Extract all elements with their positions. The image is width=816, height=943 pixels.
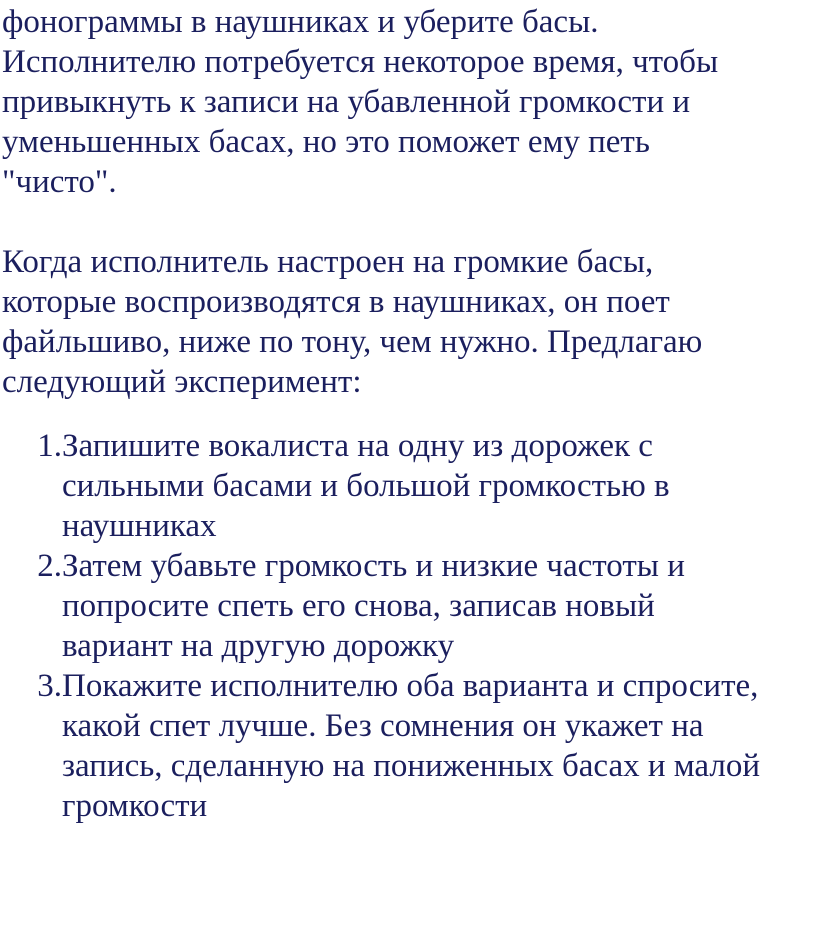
text-line: Покажите исполнителю оба варианта и спросите, bbox=[62, 668, 759, 704]
document-page bbox=[2, 0, 812, 826]
numbered-list bbox=[2, 426, 812, 826]
text-line: "чисто". bbox=[2, 164, 117, 200]
text-line: привыкнуть к записи на убавленной громкости и bbox=[2, 84, 691, 120]
text-line: какой спет лучше. Без сомнения он укажет на bbox=[62, 708, 704, 744]
list-item-text bbox=[62, 546, 812, 666]
text-line: Запишите вокалиста на одну из дорожек с bbox=[62, 428, 653, 464]
text-line: вариант на другую дорожку bbox=[62, 628, 455, 664]
list-marker: 1. bbox=[37, 428, 62, 464]
list-marker: 2. bbox=[37, 548, 62, 584]
list-item-text bbox=[62, 426, 812, 546]
text-line: запись, сделанную на пониженных басах и малой bbox=[62, 748, 760, 784]
paragraph-experiment-intro bbox=[2, 242, 812, 402]
list-item-text bbox=[62, 666, 812, 826]
text-line: попросите спеть его снова, записав новый bbox=[62, 588, 655, 624]
text-line: Когда исполнитель настроен на громкие басы, bbox=[2, 244, 654, 280]
paragraph-intro bbox=[2, 2, 812, 202]
text-line: которые воспроизводятся в наушниках, он поет bbox=[2, 284, 670, 320]
list-item-2 bbox=[2, 546, 812, 666]
text-line: файльшиво, ниже по тону, чем нужно. Предлагаю bbox=[2, 324, 703, 360]
text-line: фонограммы в наушниках и уберите басы. bbox=[2, 4, 599, 40]
text-line: сильными басами и большой громкостью в bbox=[62, 468, 670, 504]
list-marker: 3. bbox=[37, 668, 62, 704]
text-line: Затем убавьте громкость и низкие частоты и bbox=[62, 548, 685, 584]
list-item-3 bbox=[2, 666, 812, 826]
text-line: уменьшенных басах, но это поможет ему петь bbox=[2, 124, 650, 160]
text-line: наушниках bbox=[62, 508, 217, 544]
text-line: Исполнителю потребуется некоторое время, чтобы bbox=[2, 44, 719, 80]
text-line: следующий эксперимент: bbox=[2, 364, 362, 400]
text-line: громкости bbox=[62, 788, 208, 824]
list-item-1 bbox=[2, 426, 812, 546]
